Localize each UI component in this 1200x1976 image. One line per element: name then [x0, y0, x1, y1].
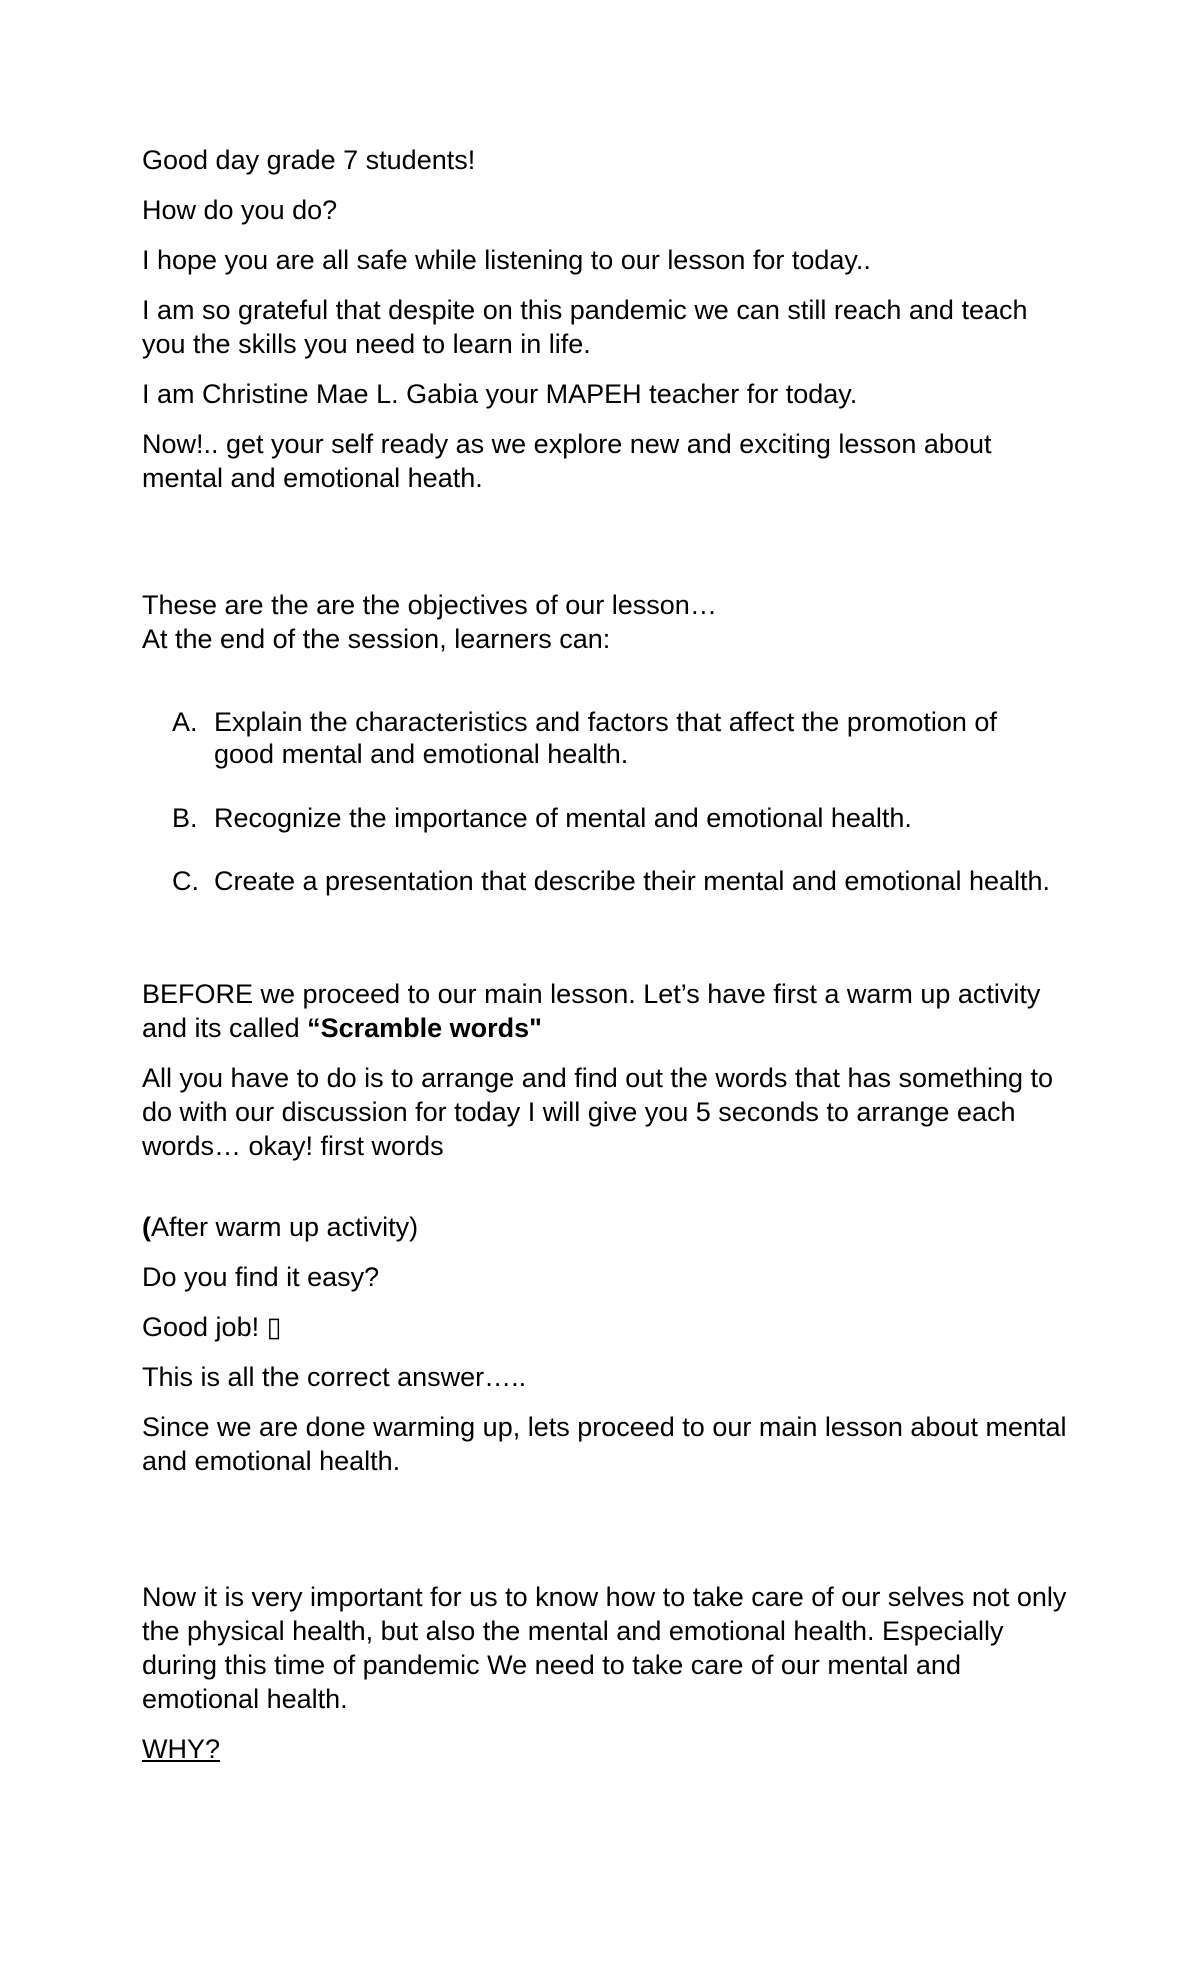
objective-item-c: [172, 865, 1052, 897]
greeting-text: Good day grade 7 students!: [142, 145, 476, 175]
objective-item-a: [172, 706, 1052, 770]
objective-text: Explain the characteristics and factors that affect the promotion of good mental and emotional health.: [214, 707, 997, 769]
why-heading: WHY?: [142, 1734, 221, 1764]
warmup-instructions-text: All you have to do is to arrange and find out the words that has something to do with our discussion for today I will give you 5 seconds to arrange each words… okay! first words: [142, 1063, 1054, 1161]
proceed-text: Since we are done warming up, lets proceed to our main lesson about mental and emotional health.: [142, 1412, 1067, 1476]
objective-marker: C.: [172, 866, 199, 896]
now-text: Now!.. get your self ready as we explore new and exciting lesson about mental and emotional heath.: [142, 429, 992, 493]
objectives-intro-line2: At the end of the session, learners can:: [142, 624, 611, 654]
after-warmup-label: After warm up activity): [151, 1212, 419, 1242]
warmup-intro-text: [142, 977, 1072, 1045]
after-warmup-paren: (: [142, 1212, 151, 1242]
scramble-words-title: “Scramble words": [307, 1013, 542, 1043]
objective-text: Recognize the importance of mental and emotional health.: [214, 803, 912, 833]
objective-marker: A.: [172, 707, 198, 737]
objectives-intro-line1: These are the are the objectives of our lesson…: [142, 590, 717, 620]
good-job-text: Good job! ▯: [142, 1312, 282, 1342]
correct-answer-text: This is all the correct answer…..: [142, 1362, 527, 1392]
importance-text: Now it is very important for us to know how to take care of our selves not only the physical health, but also the mental and emotional health. Especially during this time of pandemic We need to take care of our mental and emotional health.: [142, 1582, 1067, 1714]
teacher-text: I am Christine Mae L. Gabia your MAPEH teacher for today.: [142, 379, 858, 409]
grateful-text: I am so grateful that despite on this pandemic we can still reach and teach you the skills you need to learn in life.: [142, 295, 1028, 359]
objective-marker: B.: [172, 803, 198, 833]
warmup-intro-prefix: BEFORE we proceed to our main lesson. Let’s have first a warm up activity and its called: [142, 979, 1041, 1043]
hope-text: I hope you are all safe while listening to our lesson for today..: [142, 245, 871, 275]
how-text: How do you do?: [142, 195, 338, 225]
objective-text: Create a presentation that describe their mental and emotional health.: [214, 866, 1051, 896]
easy-question-text: Do you find it easy?: [142, 1262, 380, 1292]
objective-item-b: [172, 802, 1052, 834]
after-warmup-text: [142, 1210, 1072, 1244]
